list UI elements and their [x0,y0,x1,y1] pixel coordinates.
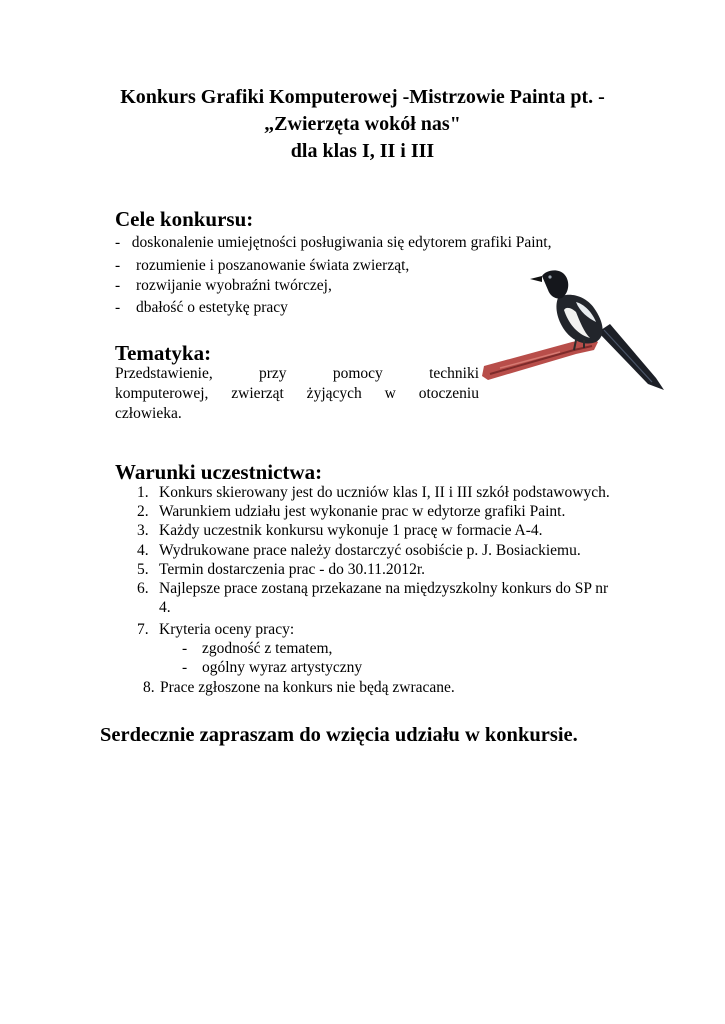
theme-line-3: człowieka. [115,405,182,422]
condition-item: Wydrukowane prace należy dostarczyć osobiście p. J. Bosiackiemu. [159,542,581,559]
criteria-item: - zgodność z tematem, [182,640,333,657]
title-line-1: Konkurs Grafiki Komputerowej -Mistrzowie Painta pt. - [120,86,605,108]
condition-number: 3. [137,522,149,539]
condition-number: 2. [137,503,149,520]
title-line-2: „Zwierzęta wokół nas" [264,113,461,135]
condition-item: Kryteria oceny pracy: [159,621,295,638]
title-line-3: dla klas I, II i III [290,140,435,162]
magpie-illustration [480,262,670,400]
condition-number: 1. [137,484,149,501]
criteria-item: - ogólny wyraz artystyczny [182,659,363,676]
condition-item: Najlepsze prace zostaną przekazane na międzyszkolny konkurs do SP nr [159,580,609,597]
closing-invitation: Serdecznie zapraszam do wzięcia udziału w konkursie. [100,724,578,746]
condition-item: Konkurs skierowany jest do uczniów klas I, II i III szkół podstawowych. [159,484,610,501]
goal-item: - dbałość o estetykę pracy [115,299,288,316]
condition-number: 8. [143,679,155,696]
goal-item: - rozumienie i poszanowanie świata zwierząt, [115,257,410,274]
condition-item: Termin dostarczenia prac - do 30.11.2012r. [159,561,426,578]
condition-number: 6. [137,580,149,597]
condition-item: Każdy uczestnik konkursu wykonuje 1 pracę w formacie A-4. [159,522,543,539]
goal-item: - doskonalenie umiejętności posługiwania się edytorem grafiki Paint, [115,234,552,251]
goal-item: - rozwijanie wyobraźni twórczej, [115,277,332,294]
condition-number: 4. [137,542,149,559]
condition-item: Prace zgłoszone na konkurs nie będą zwracane. [160,679,455,696]
theme-line-1: Przedstawienie, przy pomocy techniki [115,365,479,382]
condition-number: 5. [137,561,149,578]
condition-item-continuation: 4. [159,599,171,616]
goals-heading: Cele konkursu: [115,207,254,231]
conditions-heading: Warunki uczestnictwa: [115,460,323,484]
theme-line-2: komputerowej, zwierząt żyjących w otoczeniu [115,385,479,402]
condition-number: 7. [137,621,149,638]
theme-heading: Tematyka: [115,341,212,365]
condition-item: Warunkiem udziału jest wykonanie prac w edytorze grafiki Paint. [159,503,566,520]
document-title [0,84,725,165]
